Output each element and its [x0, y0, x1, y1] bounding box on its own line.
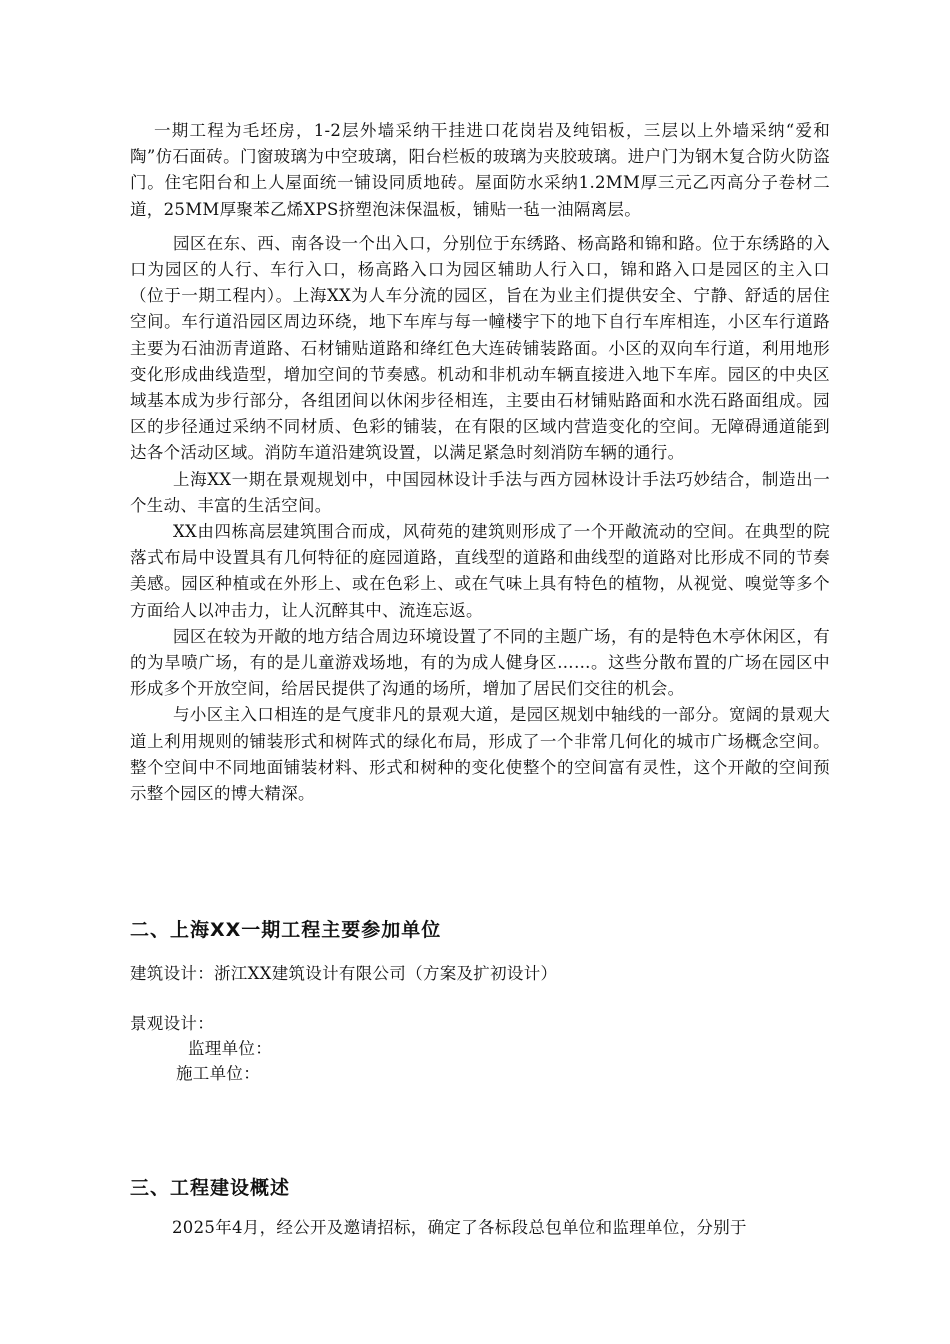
paragraph-avenue: 与小区主入口相连的是气度非凡的景观大道，是园区规划中轴线的一部分。宽阔的景观大道上利用规则的铺装形式和树阵式的绿化布局，形成了一个非常几何化的城市广场概念空间。整个空间中不同地面铺装材料、形式和树种的变化使整个的空间富有灵性，这个开敞的空间预示整个园区的博大精深。: [130, 705, 830, 804]
paragraph-entrances: 园区在东、西、南各设一个出入口，分别位于东绣路、杨高路和锦和路。位于东绣路的入口为园区的人行、车行入口，杨高路入口为园区辅助人行入口，锦和路入口是园区的主入口（位于一期工程内）。上海XX为人车分流的园区，旨在为业主们提供安全、宁静、舒适的居住空间。车行道沿园区周边环绕，地下车库与每一幢楼宇下的地下自行车库相连，小区车行道路主要为石油沥青道路、石材铺贴道路和绛红色大连砖铺装路面。小区的双向车行道，利用地形变化形成曲线造型，增加空间的节奏感。机动和非机动车辆直接进入地下车库。园区的中央区域基本成为步行部分，各组团间以休闲步径相连，主要由石材铺贴路面和水洗石路面组成。园区的步径通过采纳不同材质、色彩的铺装，在有限的区域内营造变化的空间。无障碍通道能到达各个活动区域。消防车道沿建筑设置，以满足紧急时刻消防车辆的通行。: [130, 233, 830, 463]
construction-unit-line: 施工单位：: [176, 1064, 260, 1083]
supervision-unit-line: 监理单位：: [188, 1039, 272, 1058]
paragraph-landscape-planning: 上海XX一期在景观规划中，中国园林设计手法与西方园林设计手法巧妙结合，制造出一个生动、丰富的生活空间。: [130, 469, 830, 515]
paragraph-materials: 一期工程为毛坯房，1-2层外墙采纳干挂进口花岗岩及纯铝板，三层以上外墙采纳“爱和陶”仿石面砖。门窗玻璃为中空玻璃，阳台栏板的玻璃为夹胶玻璃。进户门为钢木复合防火防盗门。住宅阳台和上人屋面统一铺设同质地砖。屋面防水采纳1.2MM厚三元乙丙高分子卷材二道，25MM厚聚苯乙烯XPS挤塑泡沫保温板，铺贴一毡一油隔离层。: [130, 121, 830, 219]
section-3-heading: 三、工程建设概述: [130, 1177, 291, 1199]
body-text: [130, 118, 830, 807]
section-2-heading: 二、上海XX一期工程主要参加单位: [130, 919, 442, 941]
landscape-design-line: 景观设计：: [130, 1014, 214, 1033]
architecture-design-line: 建筑设计：浙江XX建筑设计有限公司（方案及扩初设计）: [130, 964, 558, 983]
paragraph-plazas: 园区在较为开敞的地方结合周边环境设置了不同的主题广场，有的是特色木亭休闲区，有的为旱喷广场，有的是儿童游戏场地，有的为成人健身区……。这些分散布置的广场在园区中形成多个开放空间，给居民提供了沟通的场所，增加了居民们交往的机会。: [130, 626, 830, 699]
paragraph-courtyard: XX由四栋高层建筑围合而成，风荷苑的建筑则形成了一个开敞流动的空间。在典型的院落式布局中设置具有几何特征的庭园道路，直线型的道路和曲线型的道路对比形成不同的节奏美感。园区种植或在外形上、或在色彩上、或在气味上具有特色的植物，从视觉、嗅觉等多个方面给人以冲击力，让人沉醉其中、流连忘返。: [130, 522, 830, 620]
section-3-text: 2025年4月，经公开及邀请招标，确定了各标段总包单位和监理单位，分别于: [172, 1218, 747, 1237]
